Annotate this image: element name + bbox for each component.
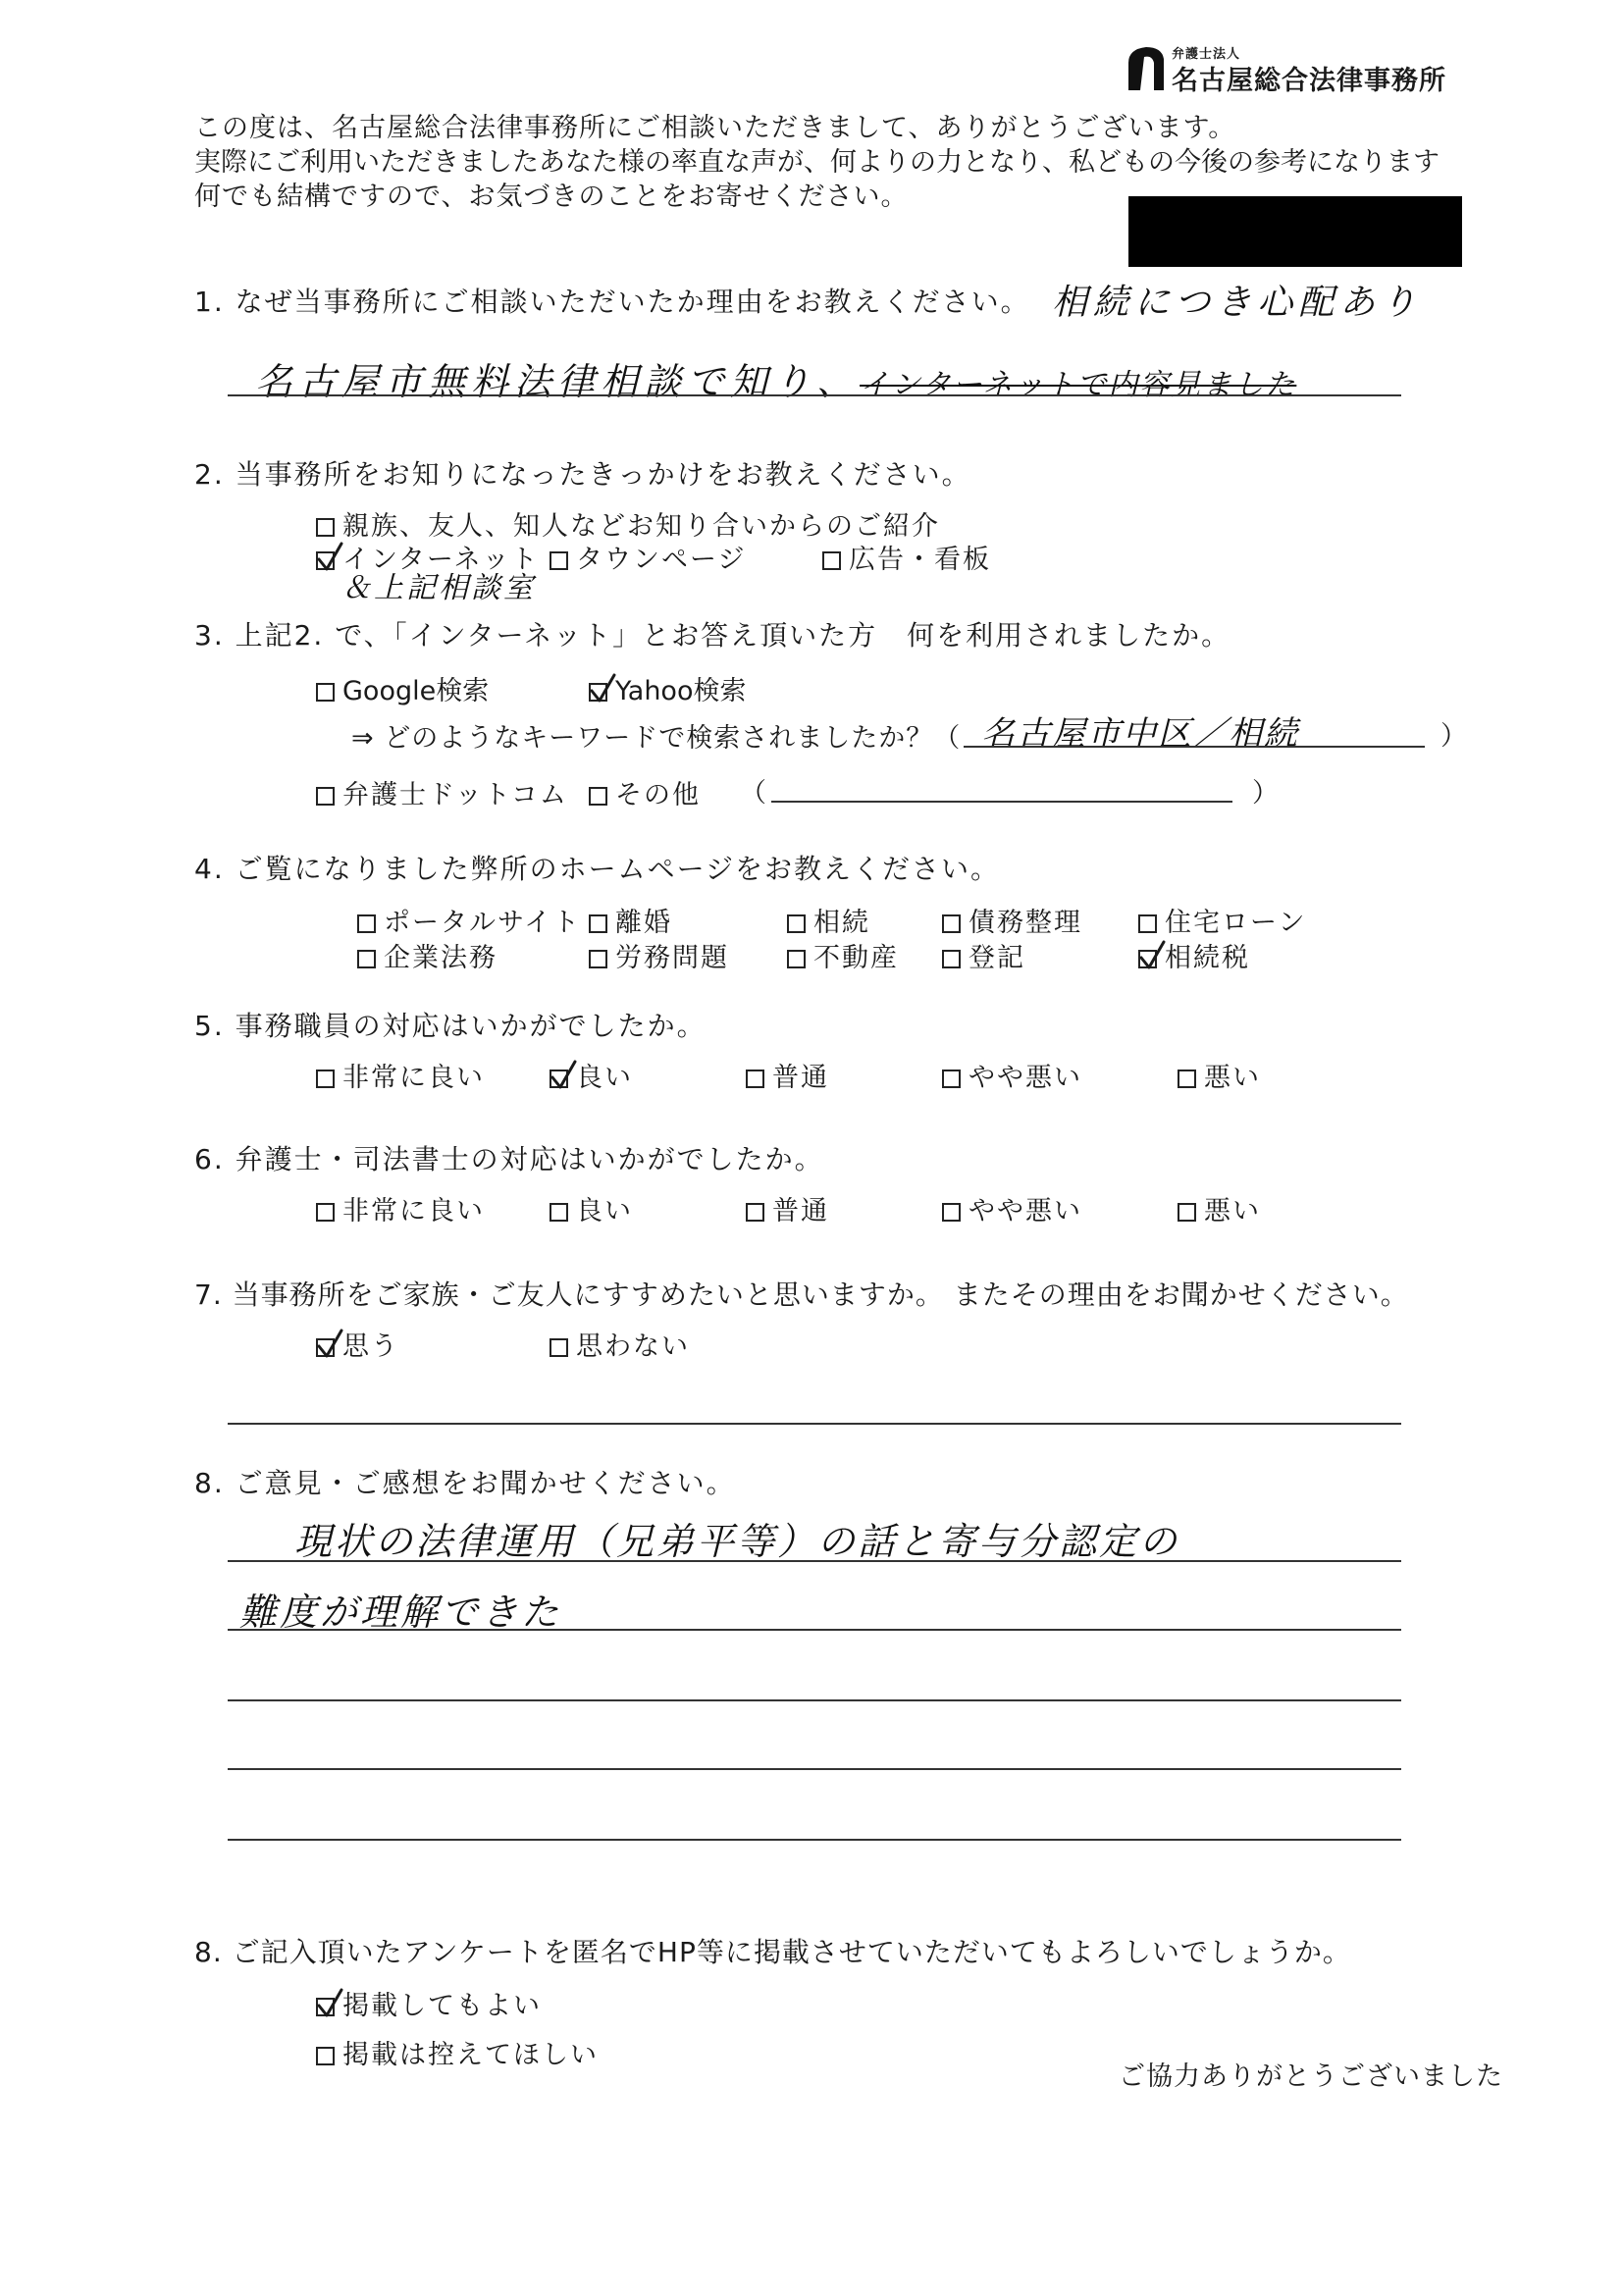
q9-option-ok[interactable]: 掲載してもよい (316, 1984, 542, 2022)
q3-option-bengoshi[interactable]: 弁護士ドットコム (316, 773, 568, 811)
checkbox[interactable] (787, 950, 806, 968)
q7-option-no[interactable]: 思わない (550, 1325, 690, 1363)
q4-option-labor[interactable]: 労務問題 (589, 936, 729, 974)
q4-option-mortgage[interactable]: 住宅ローン (1138, 901, 1306, 939)
q7-reason-line[interactable] (228, 1423, 1401, 1425)
q4-option-inheritance-tax[interactable]: 相続税 (1138, 936, 1250, 974)
q1-label: 1. なぜ当事務所にご相談いただいたか理由をお教えください。 (194, 286, 1030, 318)
q3-other-close: ） (1252, 778, 1281, 809)
q4-option-inheritance[interactable]: 相続 (787, 901, 870, 939)
checkbox[interactable] (746, 1070, 764, 1088)
q8-line-5[interactable] (228, 1839, 1401, 1841)
checkbox[interactable] (589, 950, 607, 968)
checkbox[interactable] (787, 914, 806, 933)
q4-option-portal[interactable]: ポータルサイト (357, 901, 581, 939)
check-mark-icon (316, 1329, 345, 1362)
checkbox[interactable] (550, 1070, 568, 1088)
q3-keyword-close: ） (1440, 721, 1469, 752)
q6-option-good[interactable]: 良い (550, 1189, 633, 1227)
q8-line-3[interactable] (228, 1699, 1401, 1701)
q8-line-4[interactable] (228, 1768, 1401, 1770)
checkbox[interactable] (1178, 1070, 1196, 1088)
q3-option-yahoo[interactable]: Yahoo検索 (589, 669, 746, 707)
q3-other-open: （ (740, 778, 768, 809)
checkbox[interactable] (316, 787, 335, 806)
checkbox[interactable] (942, 950, 961, 968)
q2-option-internet[interactable]: インターネット (316, 538, 540, 576)
q6-label: 6. 弁護士・司法書士の対応はいかがでしたか。 (194, 1143, 824, 1175)
checkbox[interactable] (550, 551, 568, 570)
q2-option-relatives[interactable]: 親族、友人、知人などお知り合いからのご紹介 (316, 504, 940, 543)
q6-option-normal[interactable]: 普通 (746, 1189, 829, 1227)
q3-other-line[interactable] (771, 801, 1232, 803)
q7-label: 7. 当事務所をご家族・ご友人にすすめたいと思いますか。 またその理由をお聞かせください。 (194, 1278, 1409, 1311)
q2-option-townpage[interactable]: タウンページ (550, 538, 746, 576)
q2-handwritten-note: ＆上記相談室 (341, 571, 536, 605)
checkbox[interactable] (357, 914, 376, 933)
q4-option-divorce[interactable]: 離婚 (589, 901, 672, 939)
q7-option-yes[interactable]: 思う (316, 1325, 399, 1363)
checkbox[interactable] (316, 1338, 335, 1357)
checkbox[interactable] (942, 914, 961, 933)
q8-handwritten-line-1: 現状の法律運用（兄弟平等）の話と寄与分認定の (294, 1520, 1180, 1563)
q4-option-realestate[interactable]: 不動産 (787, 936, 899, 974)
q5-label: 5. 事務職員の対応はいかがでしたか。 (194, 1010, 707, 1042)
q6-option-very-good[interactable]: 非常に良い (316, 1189, 485, 1227)
q1-handwritten-answer (255, 351, 1296, 405)
q1-answer-line (228, 394, 1401, 396)
q5-option-normal[interactable]: 普通 (746, 1056, 829, 1094)
checkbox[interactable] (316, 1203, 335, 1222)
checkbox[interactable] (316, 551, 335, 570)
q5-option-bad[interactable]: 悪い (1178, 1056, 1261, 1094)
check-mark-icon (316, 1988, 345, 2021)
check-mark-icon (589, 673, 618, 706)
q3-keyword-line (964, 746, 1425, 748)
thanks-text: ご協力ありがとうございました (1119, 2061, 1503, 2092)
checkbox[interactable] (316, 518, 335, 537)
q5-option-slightly-bad[interactable]: やや悪い (942, 1056, 1082, 1094)
q6-option-slightly-bad[interactable]: やや悪い (942, 1189, 1082, 1227)
checkbox[interactable] (357, 950, 376, 968)
checkbox[interactable] (1138, 950, 1157, 968)
logo-mark-icon (1126, 45, 1166, 92)
check-mark-icon (550, 1060, 579, 1093)
firm-name-label: 名古屋総合法律事務所 (1172, 66, 1446, 96)
q3-option-google[interactable]: Google検索 (316, 669, 489, 707)
q9-label: 8. ご記入頂いたアンケートを匿名でHP等に掲載させていただいてもよろしいでしょうか。 (194, 1936, 1351, 1968)
q5-option-very-good[interactable]: 非常に良い (316, 1056, 485, 1094)
intro-line-2: 実際にご利用いただきましたあなた様の率直な声が、何よりの力となり、私どもの今後の参考になります (194, 147, 1440, 178)
q4-option-registration[interactable]: 登記 (942, 936, 1025, 974)
redacted-block (1128, 196, 1462, 267)
checkbox[interactable] (589, 787, 607, 806)
checkbox[interactable] (746, 1203, 764, 1222)
q9-option-no[interactable]: 掲載は控えてほしい (316, 2033, 599, 2071)
intro-line-3: 何でも結構ですので、お気づきのことをお寄せください。 (194, 182, 909, 212)
q3-keyword-prompt: ⇒ どのようなキーワードで検索されましたか？（ (351, 723, 962, 754)
checkbox[interactable] (316, 683, 335, 702)
q1-answer-text: 名古屋市無料法律相談で知り、 (255, 360, 861, 403)
checkbox[interactable] (1178, 1203, 1196, 1222)
q3-option-other[interactable]: その他 (589, 773, 701, 811)
checkbox[interactable] (316, 2047, 335, 2065)
checkbox[interactable] (942, 1070, 961, 1088)
firm-small-label: 弁護士法人 (1172, 47, 1241, 62)
q1-handwritten-note: 相続につき心配あり (1052, 283, 1423, 323)
firm-logo (1126, 43, 1480, 94)
check-mark-icon (1138, 940, 1168, 973)
checkbox[interactable] (316, 1070, 335, 1088)
q1-answer-struck: インターネットで内容見ました (860, 368, 1297, 402)
checkbox[interactable] (942, 1203, 961, 1222)
q8-label: 8. ご意見・ご感想をお聞かせください。 (194, 1467, 736, 1499)
q4-option-corporate[interactable]: 企業法務 (357, 936, 497, 974)
q2-label: 2. 当事務所をお知りになったきっかけをお教えください。 (194, 458, 971, 491)
q8-line-1[interactable] (228, 1560, 1401, 1562)
checkbox[interactable] (1138, 914, 1157, 933)
checkbox[interactable] (550, 1338, 568, 1357)
q8-line-2[interactable] (228, 1629, 1401, 1631)
q8-handwritten-line-2: 難度が理解できた (239, 1591, 562, 1634)
checkbox[interactable] (822, 551, 841, 570)
q5-option-good[interactable]: 良い (550, 1056, 633, 1094)
checkbox[interactable] (589, 683, 607, 702)
checkbox[interactable] (316, 1998, 335, 2016)
q4-option-debt[interactable]: 債務整理 (942, 901, 1082, 939)
q3-label: 3. 上記2. で、「インターネット」とお答え頂いた方 何を利用されましたか。 (194, 619, 1231, 652)
q2-option-ad[interactable]: 広告・看板 (822, 538, 991, 576)
q4-label: 4. ご覧になりました弊所のホームページをお教えください。 (194, 853, 1001, 885)
intro-line-1: この度は、名古屋総合法律事務所にご相談いただきまして、ありがとうございます。 (194, 113, 1236, 143)
checkbox[interactable] (550, 1203, 568, 1222)
q6-option-bad[interactable]: 悪い (1178, 1189, 1261, 1227)
checkbox[interactable] (589, 914, 607, 933)
q3-keyword-hand: 名古屋市中区／相続 (981, 714, 1299, 754)
